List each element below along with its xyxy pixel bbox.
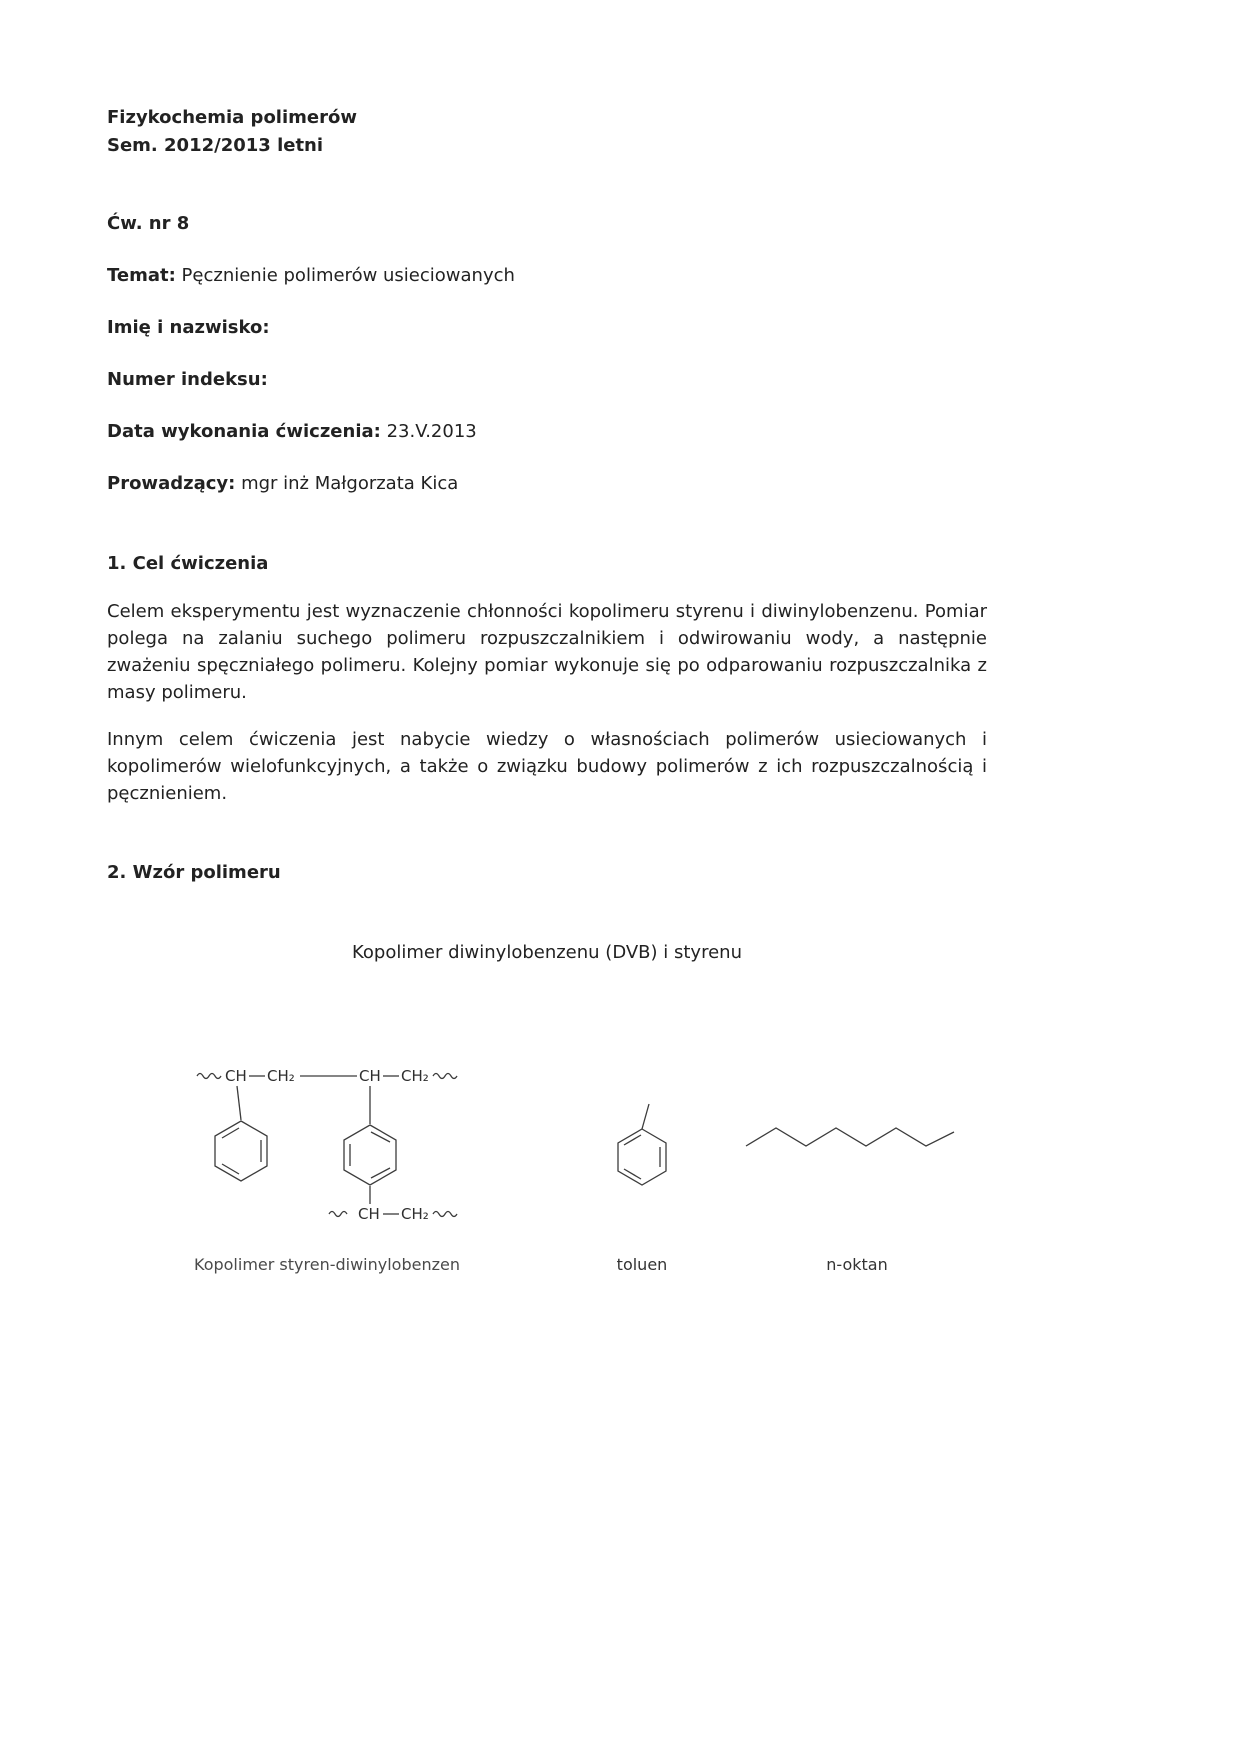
ch-label: CH [358, 1205, 380, 1223]
ch-label: CH [225, 1067, 247, 1085]
double-bond [624, 1169, 641, 1179]
semester-line: Sem. 2012/2013 letni [107, 135, 324, 156]
ch2-label: CH₂ [401, 1205, 429, 1223]
section-1-paragraph-2: Innym celem ćwiczenia jest nabycie wiedzy o własnościach polimerów usieciowanych i kopolimerów wielofunkcyjnych, a także o związku budowy polimerów z ich rozpuszczalnością i pęcznieniem. [107, 729, 987, 804]
field-data-wykonania-label: Data wykonania ćwiczenia: [107, 421, 381, 442]
section-2-heading: 2. Wzór polimeru [107, 862, 281, 883]
benzene-ring [618, 1129, 666, 1185]
document-content [107, 104, 987, 1282]
field-temat-label: Temat: [107, 265, 176, 286]
copolymer-structure [195, 1052, 495, 1241]
methyl-bond [642, 1104, 649, 1129]
benzene-ring [344, 1125, 396, 1185]
double-bond [371, 1168, 390, 1178]
n-octane-caption: n-oktan [826, 1255, 888, 1274]
benzene-ring [215, 1121, 267, 1181]
ch2-label: CH₂ [267, 1067, 295, 1085]
field-temat-value: Pęcznienie polimerów usieciowanych [181, 265, 515, 286]
section-1-paragraph-1: Celem eksperymentu jest wyznaczenie chłonności kopolimeru styrenu i diwinylobenzenu. Pomiar polega na zalaniu suchego polimeru rozpuszczalnikiem i odwirowaniu wody, a następnie zważeniu spęczniałego polimeru. Kolejny pomiar wykonuje się po odparowaniu rozpuszczalnika z masy polimeru. [107, 601, 987, 703]
field-data-wykonania-value: 23.V.2013 [386, 421, 477, 442]
double-bond [624, 1135, 641, 1145]
ch-label: CH [359, 1067, 381, 1085]
copolymer-caption: Kopolimer styren-diwinylobenzen [194, 1255, 460, 1274]
field-data-wykonania [107, 418, 987, 446]
squiggle-bond [433, 1212, 457, 1217]
squiggle-bond [433, 1074, 457, 1079]
field-prowadzacy-value: mgr inż Małgorzata Kica [241, 473, 459, 494]
toluene-drawing [602, 1080, 682, 1200]
field-prowadzacy [107, 470, 987, 498]
field-imie-nazwisko-label: Imię i nazwisko: [107, 317, 270, 338]
section-1-heading: 1. Cel ćwiczenia [107, 553, 269, 574]
field-numer-indeksu [107, 366, 987, 394]
alkane-chain [746, 1128, 954, 1146]
exercise-number: Ćw. nr 8 [107, 213, 190, 234]
figure-title: Kopolimer diwinylobenzenu (DVB) i styrenu [352, 942, 742, 963]
n-octane-structure [742, 1112, 972, 1166]
double-bond [222, 1164, 239, 1174]
field-numer-indeksu-label: Numer indeksu: [107, 369, 268, 390]
doc-header [107, 104, 987, 160]
double-bond [222, 1128, 239, 1138]
n-octane-drawing [742, 1112, 972, 1162]
copolymer-drawing [195, 1052, 495, 1237]
bond [237, 1086, 241, 1120]
chemical-structures-figure [107, 1052, 987, 1282]
field-prowadzacy-label: Prowadzący: [107, 473, 236, 494]
toluene-caption: toluen [616, 1255, 668, 1274]
field-imie-nazwisko [107, 314, 987, 342]
double-bond [371, 1132, 390, 1142]
squiggle-bond [197, 1074, 221, 1079]
squiggle-bond [329, 1212, 347, 1217]
toluene-structure [602, 1080, 682, 1204]
course-title: Fizykochemia polimerów [107, 107, 357, 128]
field-temat [107, 262, 987, 290]
ch2-label: CH₂ [401, 1067, 429, 1085]
